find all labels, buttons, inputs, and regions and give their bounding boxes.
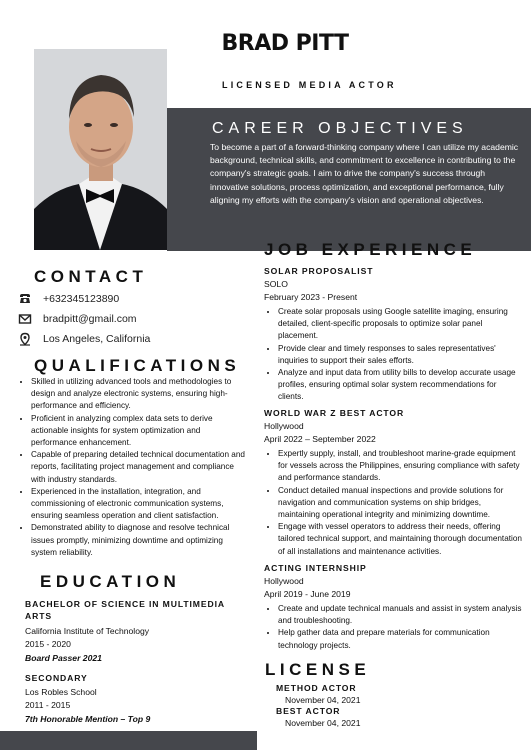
- license-name: METHOD ACTOR: [276, 683, 357, 693]
- job-entry: [264, 266, 522, 404]
- degree-title: SECONDARY: [25, 673, 88, 683]
- job-bullet: • Expertly supply, install, and troubleshoot marine-grade equipment for vessels across the Philippines, ensuring compliance with safety and performance standards.: [278, 448, 522, 485]
- qualification-item: • Experienced in the installation, integration, and commissioning of electronic communication systems, ensuring seamless operation and client satisfaction.: [31, 486, 247, 523]
- license-date: November 04, 2021: [285, 695, 361, 705]
- degree-title: BACHELOR OF SCIENCE IN MULTIMEDIA ARTS: [25, 599, 225, 621]
- footer-bar: [0, 731, 257, 750]
- job-entry: [264, 563, 522, 652]
- job-bullet: • Engage with vessel operators to address their needs, offering tailored technical support, and maintaining thorough documentation of all installations and maintenance activities.: [278, 521, 522, 558]
- school-name: California Institute of Technology: [25, 626, 150, 636]
- phone-icon: [18, 292, 32, 306]
- qualification-item: • Proficient in analyzing complex data sets to derive actionable insights for system optimization and performance enhancement.: [31, 413, 247, 450]
- job-company: SOLO: [264, 279, 288, 289]
- portrait-image: [34, 49, 167, 250]
- job-title: WORLD WAR Z BEST ACTOR: [264, 408, 405, 418]
- license-entry: [276, 706, 516, 728]
- qualification-item: • Demonstrated ability to diagnose and resolve technical issues promptly, minimizing downtime and optimizing system reliability.: [31, 522, 247, 559]
- location-pin-icon: [18, 332, 32, 346]
- job-dates: February 2023 - Present: [264, 292, 358, 302]
- school-years: 2015 - 2020: [25, 639, 71, 649]
- contact-phone: [18, 292, 119, 306]
- location-text: Los Angeles, California: [43, 333, 151, 345]
- education-entry: [25, 598, 250, 663]
- education-entry: [25, 672, 250, 724]
- job-title: SOLAR PROPOSALIST: [264, 266, 374, 276]
- license-title: LICENSE: [265, 660, 371, 679]
- phone-number: +632345123890: [43, 293, 120, 305]
- contact-email: [18, 312, 137, 326]
- education-title: EDUCATION: [40, 572, 181, 591]
- license-date: November 04, 2021: [285, 718, 361, 728]
- job-bullet: • Analyze and input data from utility bills to develop accurate usage profiles, ensuring optimal solar system recommendations for clients.: [278, 367, 522, 404]
- job-experience-title: JOB EXPERIENCE: [264, 240, 477, 259]
- job-bullet: • Create solar proposals using Google satellite imaging, ensuring detailed, client-specific proposals to optimize solar panel placement.: [278, 306, 522, 343]
- career-objectives-title: CAREER OBJECTIVES: [212, 120, 468, 137]
- contact-location: [18, 332, 150, 346]
- job-title: ACTING INTERNSHIP: [264, 563, 367, 573]
- profile-photo: [34, 49, 167, 250]
- qualifications-title: QUALIFICATIONS: [34, 356, 241, 375]
- qualification-item: • Capable of preparing detailed technical documentation and reports, facilitating project management and compliance with industry standards.: [31, 449, 247, 486]
- resume-name: BRAD PITT: [221, 31, 349, 56]
- job-bullet: • Help gather data and prepare materials for communication technology projects.: [278, 627, 522, 651]
- school-years: 2011 - 2015: [25, 700, 71, 710]
- job-bullet: • Create and update technical manuals and assist in system analysis and troubleshooting.: [278, 603, 522, 627]
- contact-title: CONTACT: [34, 267, 148, 286]
- job-entry: [264, 408, 522, 558]
- license-entry: [276, 683, 516, 705]
- job-bullet: • Conduct detailed manual inspections and provide solutions for navigation and communication systems on ship bridges, maintaining operational integrity and minimizing downtime.: [278, 485, 522, 522]
- career-objectives-panel: [167, 108, 531, 251]
- job-company: Hollywood: [264, 576, 304, 586]
- qualification-item: • Skilled in utilizing advanced tools and methodologies to design and analyze electronic systems, ensuring high-performance and efficiency.: [31, 376, 247, 413]
- job-dates: April 2022 – September 2022: [264, 434, 376, 444]
- school-name: Los Robles School: [25, 687, 97, 697]
- job-company: Hollywood: [264, 421, 304, 431]
- job-dates: April 2019 - June 2019: [264, 589, 351, 599]
- job-bullet: • Provide clear and timely responses to sales representatives' inquiries to support their sales efforts.: [278, 343, 522, 367]
- education-note: 7th Honorable Mention – Top 9: [25, 714, 151, 724]
- qualifications-list: [17, 376, 247, 559]
- career-objectives-text: To become a part of a forward-thinking company where I can utilize my academic background, technical skills, and commitment to excellence in contributing to the company's strategic goals. I aim to drive the company's success through innovative solutions, process optimization, and exceptional performance, fully aligning my efforts with the company's vision and operational objectives.: [210, 142, 519, 205]
- education-note: Board Passer 2021: [25, 653, 102, 663]
- envelope-icon: [18, 312, 32, 326]
- license-name: BEST ACTOR: [276, 706, 341, 716]
- email-address: bradpitt@gmail.com: [43, 313, 137, 325]
- resume-subtitle: LICENSED MEDIA ACTOR: [222, 80, 397, 90]
